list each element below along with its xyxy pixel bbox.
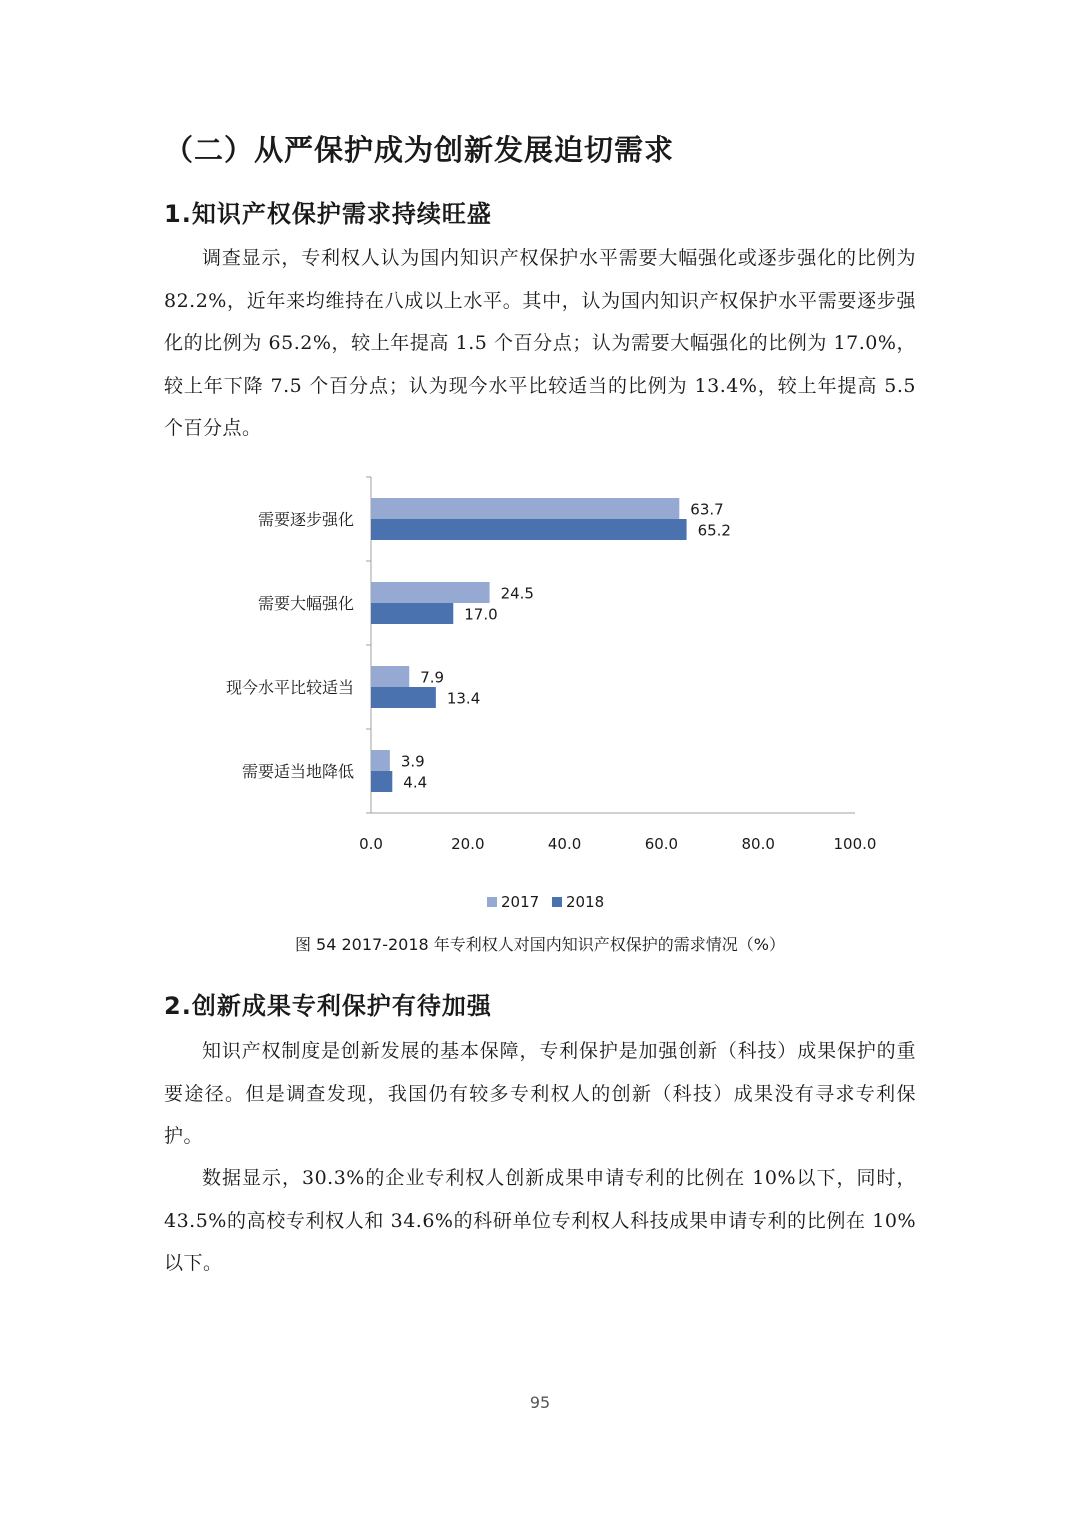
bar-value-label: 4.4 (403, 773, 428, 792)
category-label: 需要适当地降低 (241, 762, 354, 781)
bar-2017 (371, 498, 679, 519)
x-tick-label: 100.0 (833, 835, 877, 853)
legend-swatch-2018 (552, 897, 562, 907)
bar-2017 (371, 750, 390, 771)
bar-value-label: 24.5 (500, 584, 534, 603)
paragraph-3: 数据显示，30.3%的企业专利权人创新成果申请专利的比例在 10%以下，同时，43.5%的高校专利权人和 34.6%的科研单位专利权人科技成果申请专利的比例在 10%以下。 (164, 1167, 916, 1274)
legend-label-2018: 2018 (566, 893, 605, 911)
category-label: 现今水平比较适当 (225, 678, 354, 697)
legend-label-2017: 2017 (501, 893, 540, 911)
x-tick-label: 60.0 (644, 835, 679, 853)
x-tick-label: 0.0 (359, 835, 383, 853)
chart-caption: 图 54 2017-2018 年专利权人对国内知识产权保护的需求情况（%） (294, 935, 786, 954)
category-label: 需要逐步强化 (257, 510, 354, 529)
bar-value-label: 13.4 (446, 689, 481, 708)
bar-2017 (371, 666, 409, 687)
x-tick-label: 20.0 (451, 835, 485, 853)
paragraph-2: 知识产权制度是创新发展的基本保障，专利保护是加强创新（科技）成果保护的重要途径。但是调查发现，我国仍有较多专利权人的创新（科技）成果没有寻求专利保护。 (164, 1040, 916, 1147)
section-title: （二）从严保护成为创新发展迫切需求 (164, 133, 675, 167)
bar-value-label: 65.2 (697, 521, 731, 540)
bar-value-label: 3.9 (400, 752, 425, 771)
bar-value-label: 63.7 (690, 500, 724, 519)
bar-2018 (371, 603, 453, 624)
bar-value-label: 7.9 (420, 668, 445, 687)
subsection-title-2: 2.创新成果专利保护有待加强 (164, 992, 492, 1020)
bar-2018 (371, 687, 436, 708)
bar-2018 (371, 771, 392, 792)
bar-2018 (371, 519, 687, 540)
bar-2017 (371, 582, 490, 603)
subsection-title-1: 1.知识产权保护需求持续旺盛 (164, 200, 492, 228)
x-tick-label: 40.0 (547, 835, 582, 853)
category-label: 需要大幅强化 (257, 594, 354, 613)
bar-chart (0, 420, 1080, 920)
bar-value-label: 17.0 (464, 605, 498, 624)
page-number: 95 (529, 1393, 551, 1412)
x-tick-label: 80.0 (741, 835, 775, 853)
paragraph-1: 调查显示，专利权人认为国内知识产权保护水平需要大幅强化或逐步强化的比例为 82.2%，近年来均维持在八成以上水平。其中，认为国内知识产权保护水平需要逐步强化的比例为 65.2%，较上年提高 1.5 个百分点；认为需要大幅强化的比例为 17.0%，较上年下降 7.5 个百分点；认为现今水平比较适当的比例为 13.4%，较上年提高 5.5 个百分点。 (164, 247, 916, 439)
legend-swatch-2017 (487, 897, 497, 907)
